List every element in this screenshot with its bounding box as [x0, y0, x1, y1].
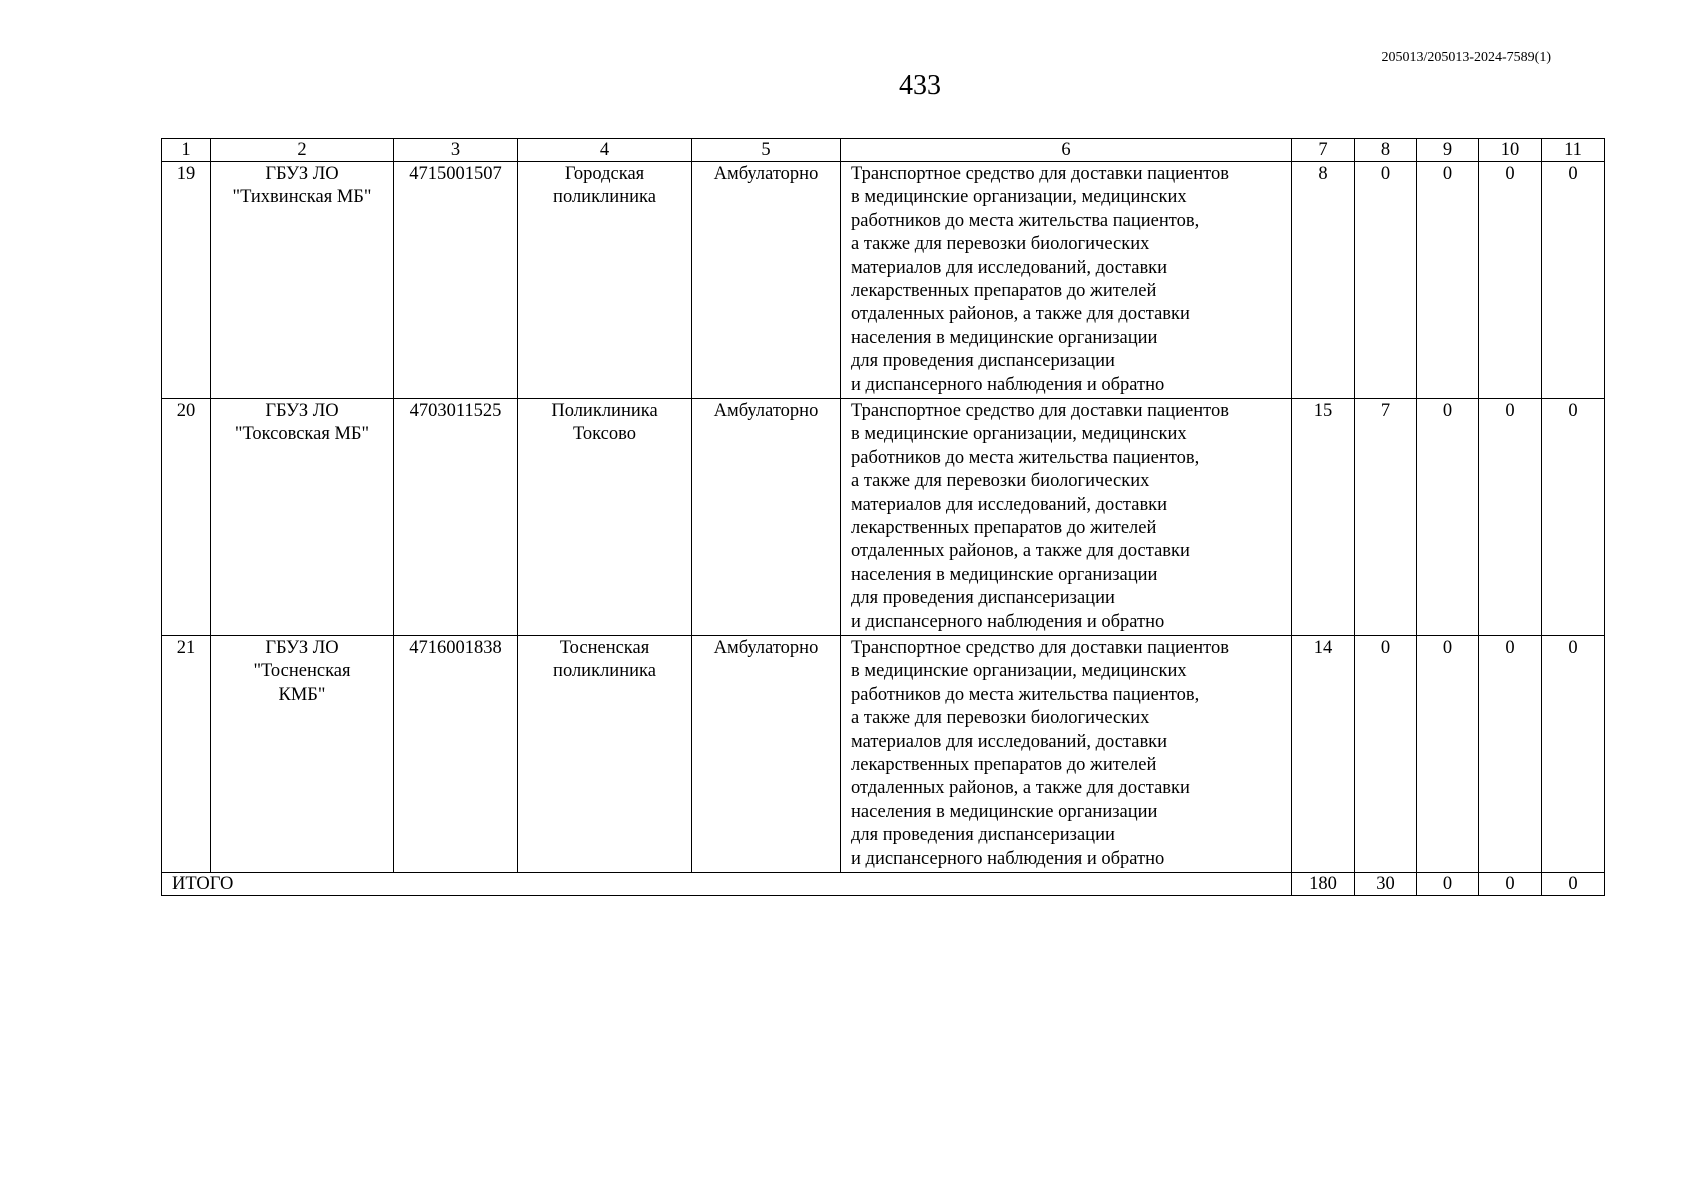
purpose-cell: [841, 399, 1292, 636]
organization-line: ГБУЗ ЛО: [265, 401, 339, 421]
column-number: 5: [692, 139, 841, 162]
value-cell-col7: 8: [1292, 162, 1355, 399]
column-number: 10: [1479, 139, 1542, 162]
purpose-line: населения в медицинские организации: [851, 801, 1158, 822]
total-col7: 180: [1292, 873, 1355, 896]
unit-cell: [518, 636, 692, 873]
purpose-line: в медицинские организации, медицинских: [851, 424, 1187, 445]
value-cell-col11: 0: [1542, 636, 1605, 873]
organization-cell: [211, 399, 394, 636]
purpose-line: отдаленных районов, а также для доставки: [851, 304, 1190, 325]
value-cell-col8: 0: [1355, 162, 1417, 399]
row-number: 20: [162, 399, 211, 636]
value-cell-col9: 0: [1417, 399, 1479, 636]
purpose-line: материалов для исследований, доставки: [851, 731, 1168, 752]
purpose-line: Транспортное средство для доставки пациентов: [851, 401, 1229, 421]
row-number: 21: [162, 636, 211, 873]
organization-line: "Тосненская: [253, 661, 351, 682]
purpose-line: материалов для исследований, доставки: [851, 494, 1168, 515]
purpose-line: отдаленных районов, а также для доставки: [851, 541, 1190, 562]
purpose-line: для проведения диспансеризации: [851, 588, 1115, 609]
value-cell-col9: 0: [1417, 636, 1479, 873]
unit-line: Поликлиника: [551, 401, 658, 421]
purpose-line: лекарственных препаратов до жителей: [851, 281, 1157, 302]
table-row: [162, 162, 1605, 399]
unit-cell: [518, 162, 692, 399]
row-number: 19: [162, 162, 211, 399]
organization-cell: [211, 636, 394, 873]
purpose-line: работников до места жительства пациентов,: [851, 684, 1200, 705]
inn-cell: 4716001838: [394, 636, 518, 873]
column-number: 11: [1542, 139, 1605, 162]
organization-line: ГБУЗ ЛО: [265, 638, 339, 658]
unit-line: поликлиника: [553, 661, 656, 682]
value-cell-col7: 14: [1292, 636, 1355, 873]
purpose-line: и диспансерного наблюдения и обратно: [851, 848, 1165, 869]
total-col8: 30: [1355, 873, 1417, 896]
purpose-line: для проведения диспансеризации: [851, 351, 1115, 372]
unit-line: поликлиника: [553, 187, 656, 208]
purpose-cell: [841, 162, 1292, 399]
table-row: [162, 399, 1605, 636]
organization-line: "Тихвинская МБ": [232, 187, 372, 208]
column-number: 9: [1417, 139, 1479, 162]
value-cell-col8: 7: [1355, 399, 1417, 636]
column-number: 8: [1355, 139, 1417, 162]
column-number: 6: [841, 139, 1292, 162]
purpose-cell: [841, 636, 1292, 873]
column-number: 1: [162, 139, 211, 162]
organization-line: ГБУЗ ЛО: [265, 164, 339, 184]
inn-cell: 4715001507: [394, 162, 518, 399]
table-row: [162, 636, 1605, 873]
unit-line: Тосненская: [559, 638, 650, 658]
value-cell-col10: 0: [1479, 636, 1542, 873]
purpose-line: и диспансерного наблюдения и обратно: [851, 374, 1165, 395]
total-col10: 0: [1479, 873, 1542, 896]
value-cell-col11: 0: [1542, 399, 1605, 636]
purpose-line: для проведения диспансеризации: [851, 825, 1115, 846]
purpose-line: а также для перевозки биологических: [851, 708, 1150, 729]
column-number: 7: [1292, 139, 1355, 162]
value-cell-col9: 0: [1417, 162, 1479, 399]
organization-line: КМБ": [278, 684, 326, 705]
column-number: 4: [518, 139, 692, 162]
purpose-line: в медицинские организации, медицинских: [851, 661, 1187, 682]
page-number: 433: [899, 70, 941, 101]
purpose-line: а также для перевозки биологических: [851, 234, 1150, 255]
column-number-row: [162, 139, 1605, 162]
purpose-line: Транспортное средство для доставки пациентов: [851, 638, 1229, 658]
purpose-line: работников до места жительства пациентов,: [851, 447, 1200, 468]
purpose-line: и диспансерного наблюдения и обратно: [851, 611, 1165, 632]
total-col11: 0: [1542, 873, 1605, 896]
purpose-line: населения в медицинские организации: [851, 327, 1158, 348]
document-id: 205013/205013-2024-7589(1): [1381, 50, 1551, 65]
mode-cell: Амбулаторно: [692, 162, 841, 399]
purpose-line: населения в медицинские организации: [851, 564, 1158, 585]
purpose-line: Транспортное средство для доставки пациентов: [851, 164, 1229, 184]
purpose-line: лекарственных препаратов до жителей: [851, 755, 1157, 776]
organization-line: "Токсовская МБ": [234, 424, 370, 445]
registry-table: [161, 138, 1605, 896]
column-number: 3: [394, 139, 518, 162]
mode-cell: Амбулаторно: [692, 636, 841, 873]
organization-cell: [211, 162, 394, 399]
total-col9: 0: [1417, 873, 1479, 896]
unit-line: Токсово: [572, 424, 636, 445]
column-number: 2: [211, 139, 394, 162]
unit-line: Городская: [564, 164, 645, 184]
inn-cell: 4703011525: [394, 399, 518, 636]
purpose-line: материалов для исследований, доставки: [851, 257, 1168, 278]
unit-cell: [518, 399, 692, 636]
value-cell-col7: 15: [1292, 399, 1355, 636]
purpose-line: отдаленных районов, а также для доставки: [851, 778, 1190, 799]
purpose-line: в медицинские организации, медицинских: [851, 187, 1187, 208]
value-cell-col8: 0: [1355, 636, 1417, 873]
value-cell-col10: 0: [1479, 399, 1542, 636]
total-row: [162, 873, 1605, 896]
value-cell-col10: 0: [1479, 162, 1542, 399]
purpose-line: работников до места жительства пациентов,: [851, 210, 1200, 231]
purpose-line: а также для перевозки биологических: [851, 471, 1150, 492]
total-label: ИТОГО: [162, 873, 1292, 896]
purpose-line: лекарственных препаратов до жителей: [851, 518, 1157, 539]
value-cell-col11: 0: [1542, 162, 1605, 399]
mode-cell: Амбулаторно: [692, 399, 841, 636]
